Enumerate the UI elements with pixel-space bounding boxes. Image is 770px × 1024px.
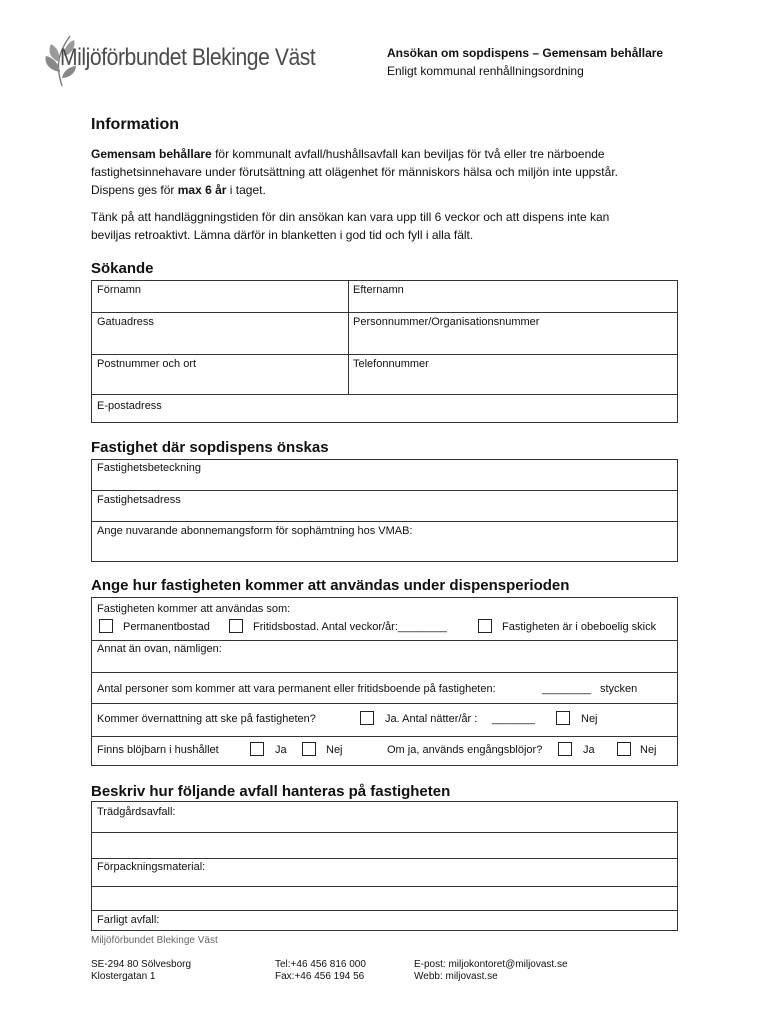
overnight-yes-label: Ja. Antal nätter/år : xyxy=(385,713,478,725)
diapers-yes-label: Ja xyxy=(275,744,287,756)
disposable-yes-checkbox[interactable] xyxy=(558,742,572,756)
waste-row xyxy=(92,802,677,832)
footer-website: Webb: miljovast.se xyxy=(414,971,498,982)
permanent-checkbox[interactable] xyxy=(99,619,113,633)
usage-row-persons xyxy=(92,672,677,703)
waste-row xyxy=(92,832,677,858)
overnight-yes-checkbox[interactable] xyxy=(360,711,374,725)
org-logo-text: Miljöförbundet Blekinge Väst xyxy=(60,44,316,71)
garden-waste-field[interactable]: Trädgårdsavfall: xyxy=(97,806,176,818)
footer-org: Miljöförbundet Blekinge Väst xyxy=(91,935,218,946)
usage-heading: Ange hur fastigheten kommer att användas under dispensperioden xyxy=(91,577,570,594)
applicant-row-postal xyxy=(92,354,677,396)
waste-table xyxy=(91,801,678,931)
info-text: Tänk på att handläggningstiden för din ansökan kan vara upp till 6 veckor och att dispens inte kan xyxy=(91,210,610,224)
applicant-row-name xyxy=(92,281,677,312)
property-address-field[interactable]: Fastighetsadress xyxy=(97,494,181,506)
overnight-nights-input[interactable]: _______ xyxy=(492,713,535,725)
waste-row xyxy=(92,858,677,886)
applicant-heading: Sökande xyxy=(91,260,154,277)
packaging-field[interactable]: Förpackningsmaterial: xyxy=(97,861,206,873)
footer-email: E-post: miljokontoret@miljovast.se xyxy=(414,959,568,970)
disposable-yes-label: Ja xyxy=(583,744,595,756)
footer-address-line: Klostergatan 1 xyxy=(91,971,156,982)
document-subtitle: Enligt kommunal renhållningsordning xyxy=(387,64,584,78)
info-bold-term: Gemensam behållare xyxy=(91,147,212,161)
overnight-no-label: Nej xyxy=(581,713,598,725)
usage-row-overnight xyxy=(92,703,677,736)
persons-label: Antal personer som kommer att vara permanent eller fritidsboende på fastigheten: xyxy=(97,683,496,695)
footer-address xyxy=(91,959,191,983)
waste-row xyxy=(92,910,677,932)
uninhabitable-label: Fastigheten är i obeboelig skick xyxy=(502,621,657,633)
subscription-field[interactable]: Ange nuvarande abonnemangsform för sophämtning hos VMAB: xyxy=(97,525,413,537)
footer-fax: Fax:+46 456 194 56 xyxy=(275,971,365,982)
personal-id-field[interactable]: Personnummer/Organisationsnummer xyxy=(353,316,540,328)
information-paragraph-1 xyxy=(91,145,691,199)
permanent-label: Permanentbostad xyxy=(123,621,210,633)
uninhabitable-checkbox[interactable] xyxy=(478,619,492,633)
diapers-question: Finns blöjbarn i hushållet xyxy=(97,744,219,756)
footer-contact xyxy=(275,959,366,983)
last-name-field[interactable]: Efternamn xyxy=(353,284,404,296)
info-text: i taget. xyxy=(226,183,266,197)
leisure-label: Fritidsbostad. Antal veckor/år:________ xyxy=(253,621,447,633)
footer-web xyxy=(414,959,568,983)
info-bold-term: max 6 år xyxy=(177,183,227,197)
disposable-no-checkbox[interactable] xyxy=(617,742,631,756)
applicant-row-address xyxy=(92,312,677,354)
property-row xyxy=(92,460,677,490)
postal-code-field[interactable]: Postnummer och ort xyxy=(97,358,197,370)
diapers-no-label: Nej xyxy=(326,744,343,756)
hazardous-waste-field[interactable]: Farligt avfall: xyxy=(97,914,160,926)
waste-row xyxy=(92,886,677,910)
property-row xyxy=(92,521,677,563)
first-name-field[interactable]: Förnamn xyxy=(97,284,142,296)
waste-heading: Beskriv hur följande avfall hanteras på fastigheten xyxy=(91,783,451,800)
overnight-question: Kommer övernattning att ske på fastigheten? xyxy=(97,713,316,725)
property-table xyxy=(91,459,678,562)
information-paragraph-2 xyxy=(91,208,691,244)
info-text: Dispens ges för xyxy=(91,183,178,197)
street-address-field[interactable]: Gatuadress xyxy=(97,316,154,328)
leisure-checkbox[interactable] xyxy=(229,619,243,633)
document-header xyxy=(387,44,717,80)
disposable-question: Om ja, används engångsblöjor? xyxy=(387,744,543,756)
other-usage-field[interactable]: Annat än ovan, nämligen: xyxy=(97,643,222,655)
logo xyxy=(40,30,316,90)
overnight-no-checkbox[interactable] xyxy=(556,711,570,725)
usage-row-diapers xyxy=(92,736,677,767)
usage-type-label: Fastigheten kommer att användas som: xyxy=(97,603,291,615)
applicant-row-email xyxy=(92,394,677,424)
usage-row-other xyxy=(92,640,677,672)
persons-input[interactable]: ________ xyxy=(542,683,591,695)
disposable-no-label: Nej xyxy=(640,744,657,756)
info-text: beviljas retroaktivt. Lämna därför in blanketten i god tid och fyll i alla fält. xyxy=(91,228,474,242)
footer-tel: Tel:+46 456 816 000 xyxy=(275,959,366,970)
information-heading: Information xyxy=(91,116,179,133)
info-text: för kommunalt avfall/hushållsavfall kan beviljas för två eller tre närboende xyxy=(211,147,605,161)
document-title: Ansökan om sopdispens – Gemensam behållare xyxy=(387,46,664,60)
persons-unit: stycken xyxy=(600,683,638,695)
diapers-yes-checkbox[interactable] xyxy=(250,742,264,756)
usage-row-type xyxy=(92,598,677,640)
phone-field[interactable]: Telefonnummer xyxy=(353,358,429,370)
property-designation-field[interactable]: Fastighetsbeteckning xyxy=(97,462,201,474)
usage-table xyxy=(91,597,678,766)
info-text: fastighetsinnehavare under förutsättning att olägenhet för människors hälsa och miljön inte uppstår. xyxy=(91,165,618,179)
property-heading: Fastighet där sopdispens önskas xyxy=(91,439,329,456)
diapers-no-checkbox[interactable] xyxy=(302,742,316,756)
footer-address-line: SE-294 80 Sölvesborg xyxy=(91,959,192,970)
property-row xyxy=(92,490,677,521)
applicant-table xyxy=(91,280,678,423)
email-field[interactable]: E-postadress xyxy=(97,400,162,412)
